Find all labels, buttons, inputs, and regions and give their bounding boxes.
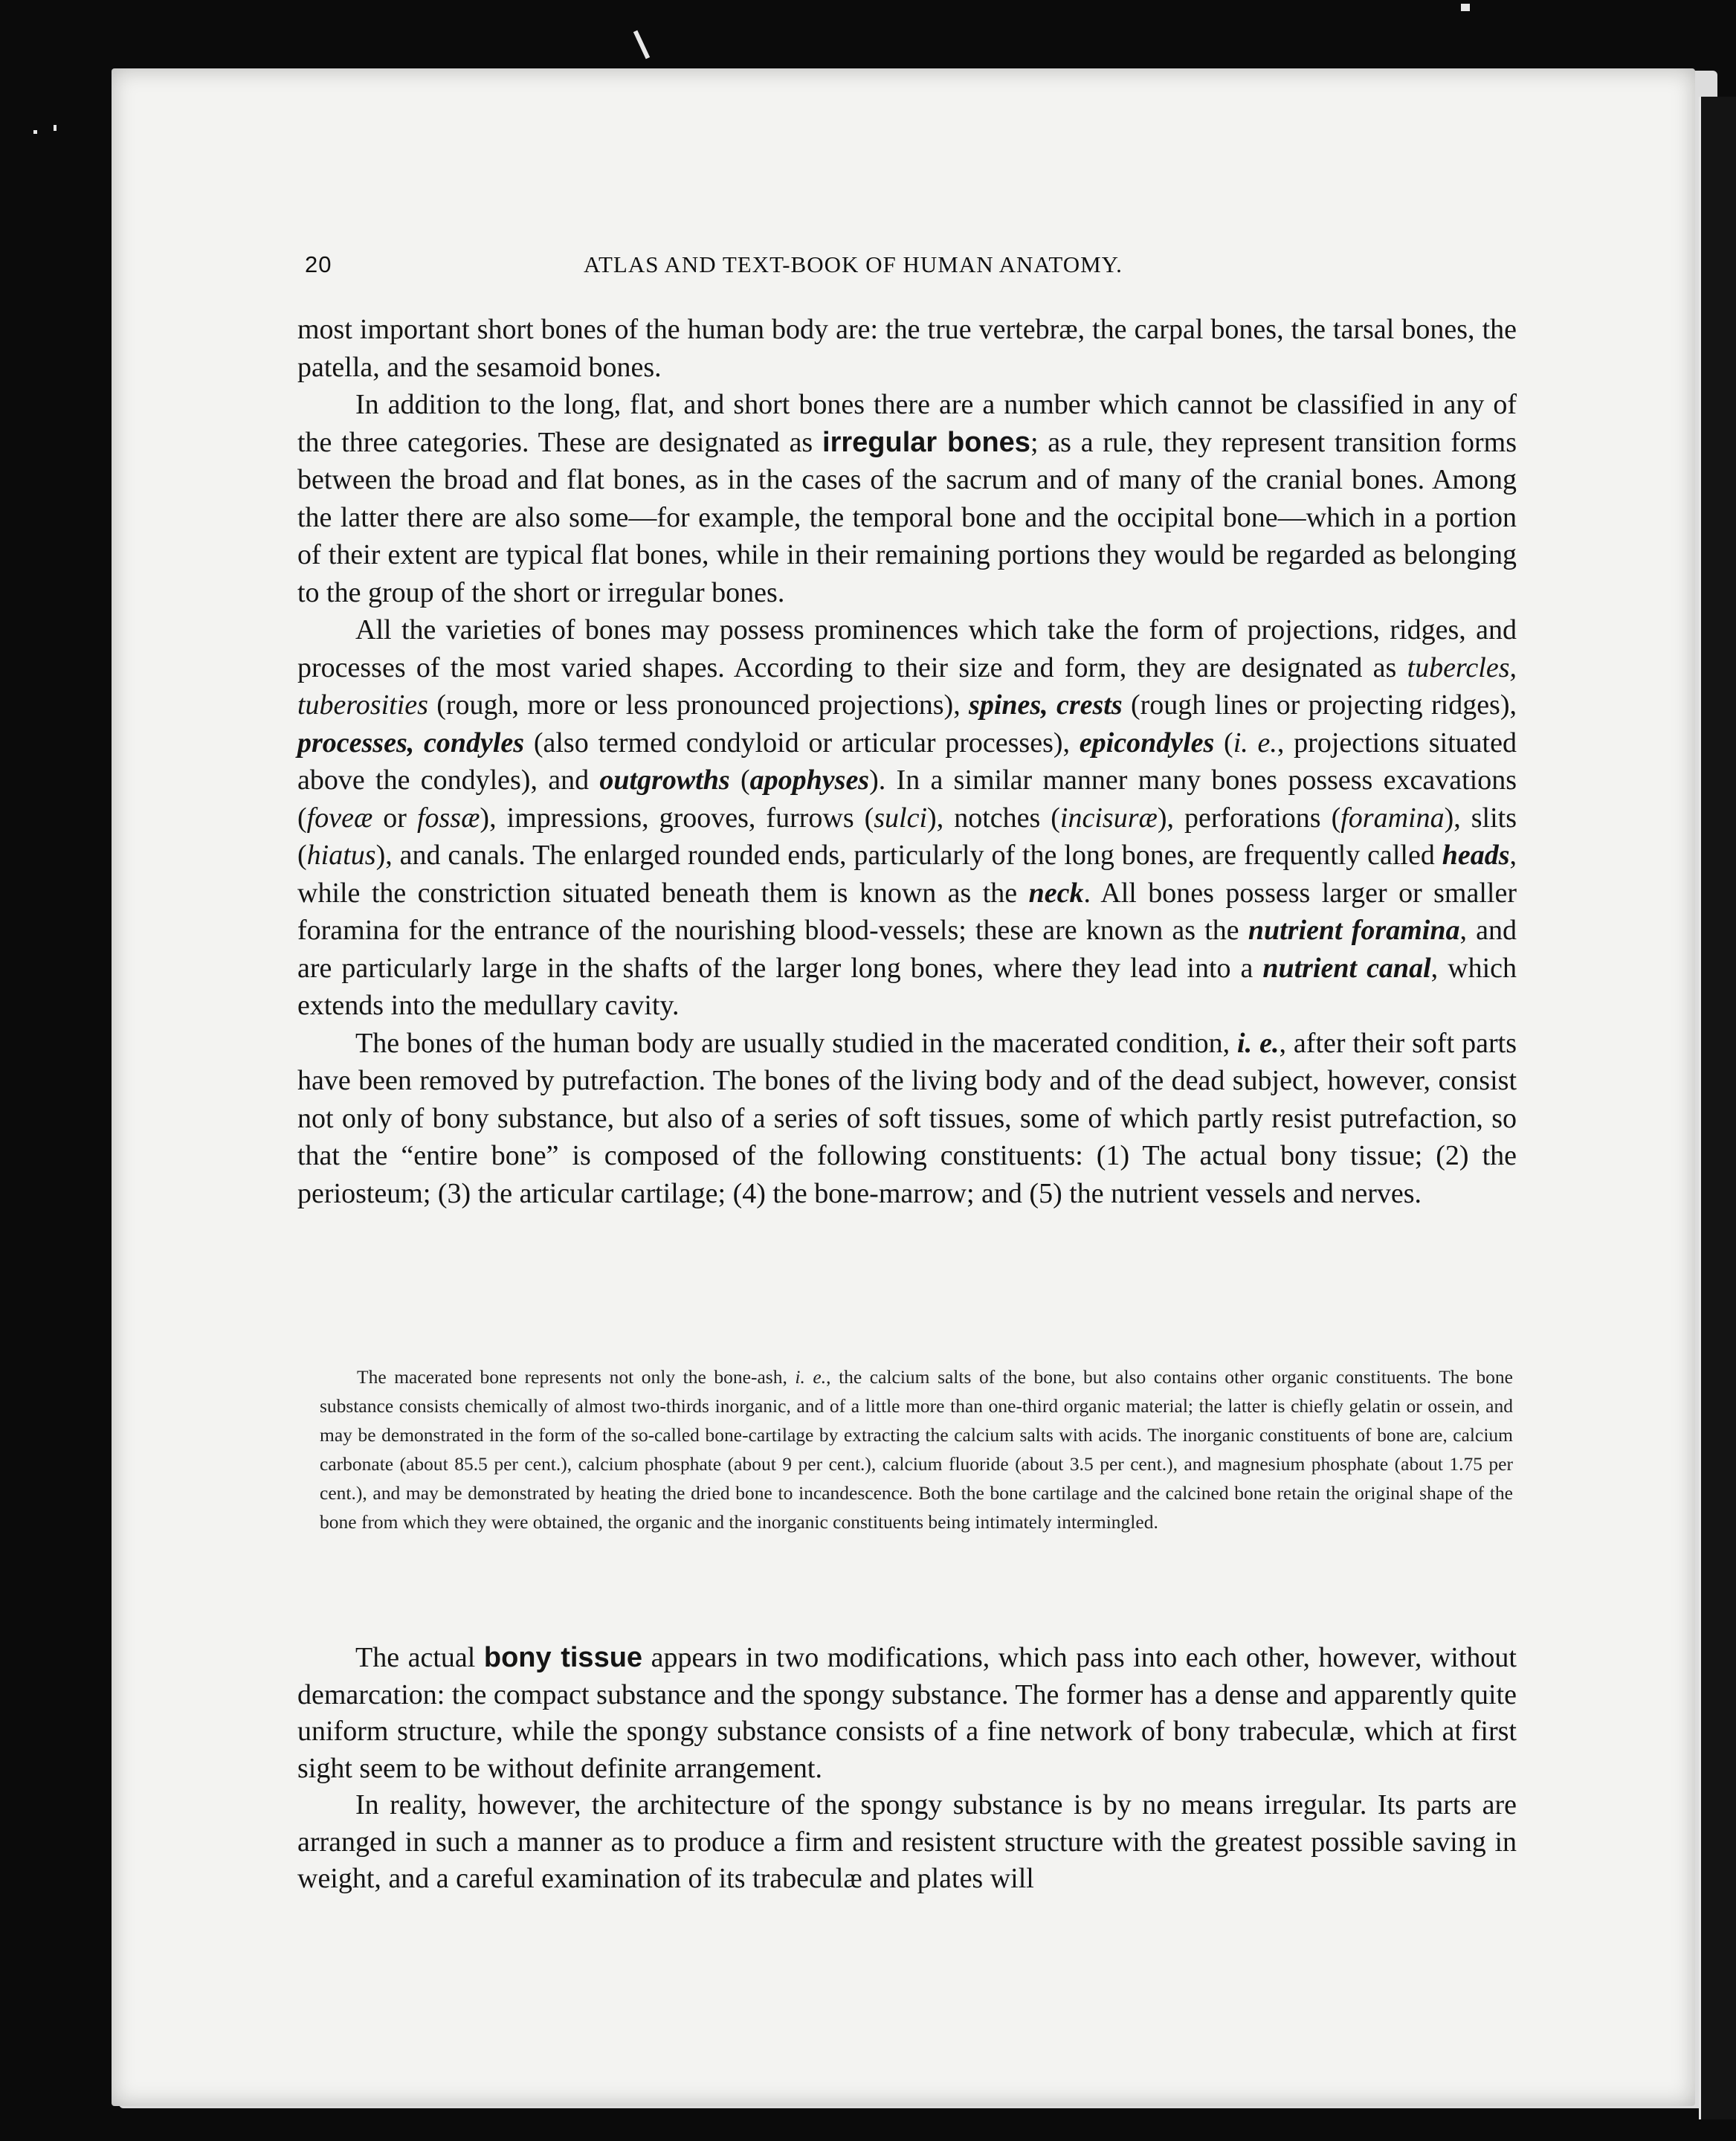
text-run: , after their soft parts have been removed by putrefaction. The bones of the living body and of the dead subject, however, consist not only of bony substance, but also of a series of soft tissues, some of which partly resist putrefaction, so that the “entire bone” is composed of the following constituents: (1) The actual bony tissue; (2) the periosteum; (3) the articular cartilage; (4) the bone-marrow; and (5) the nutrient vessels and nerves. [297, 1027, 1517, 1209]
text-run: most important short bones of the human body are: the true vertebræ, the carpal bones, the tarsal bones, the patella, and the sesamoid bones. [297, 314, 1517, 383]
emphasized-term: outgrowths [599, 764, 730, 796]
emphasized-term: bony tissue [483, 1642, 643, 1673]
emphasized-term: hiatus [306, 840, 376, 871]
text-run: ), perforations ( [1157, 802, 1341, 834]
emphasized-term: sulci [874, 802, 928, 834]
text-run: ), slits ( [297, 802, 1517, 871]
text-run: All the varieties of bones may possess prominences which take the form of projections, ridges, and processes of the most varied shapes. According to their size and form, they are designated as [297, 614, 1517, 683]
emphasized-term: tubercles, tuberosities [297, 651, 1517, 721]
text-run: , the calcium salts of the bone, but also contains other organic constituents. The bone substance consists chemically of almost two-thirds inorganic, and of a little more than one-third organic material; the latter is chiefly gelatin or ossein, and may be demonstrated in the form of the so-called bone-cartilage by extracting the calcium salts with acids. The inorganic constituents of bone are, calcium carbonate (about 85.5 per cent.), calcium phosphate (about 9 per cent.), calcium fluoride (about 3.5 per cent.), and magnesium phosphate (about 1.75 per cent.), and may be demonstrated by heating the dried bone to incandescence. Both the bone cartilage and the calcined bone retain the original shape of the bone from which they were obtained, the organic and the inorganic constituents being intimately intermingled. [320, 1366, 1513, 1533]
emphasized-term: epicondyles [1079, 727, 1215, 759]
emphasized-term: heads [1442, 840, 1510, 871]
text-run: In addition to the long, flat, and short bones there are a number which cannot be classified in any of the three categories. These are designated as [297, 389, 1517, 458]
text-run: or [372, 802, 417, 834]
paragraph [297, 1787, 1517, 1898]
footnote-text [320, 1362, 1513, 1536]
paragraph [297, 311, 1517, 386]
emphasized-term: processes, condyles [297, 727, 525, 759]
text-run: , and are particularly large in the shafts of the larger long bones, where they lead into a [297, 915, 1517, 984]
text-run: appears in two modifications, which pass into each other, however, without demarcation: the compact substance and the spongy substance. The former has a dense and apparently quite uniform structure, while the spongy substance consists of a fine network of bony trabeculæ, which at first sight seem to be without definite arrangement. [297, 1642, 1517, 1784]
text-run: In reality, however, the architecture of the spongy substance is by no means irregular. Its parts are arranged in such a manner as to produce a firm and resistent structure with the greatest possible saving in weight, and a careful examination of its trabeculæ and plates will [297, 1789, 1517, 1894]
text-run: . All bones possess larger or smaller foramina for the entrance of the nourishing blood-vessels; these are known as the [297, 877, 1517, 946]
scan-speck [54, 125, 57, 131]
running-title: ATLAS AND TEXT-BOOK OF HUMAN ANATOMY. [584, 251, 1123, 277]
emphasized-term: nutrient canal [1262, 952, 1431, 984]
text-run: (rough lines or projecting ridges), [1122, 689, 1517, 721]
facing-page-edge [1699, 97, 1736, 2119]
paragraph [297, 386, 1517, 611]
text-run: , which extends into the medullary cavity. [297, 952, 1517, 1021]
text-run: (rough, more or less pronounced projections), [427, 689, 969, 721]
emphasized-term: fossæ [416, 802, 480, 834]
emphasized-term: apophyses [749, 764, 870, 796]
paragraph [297, 1025, 1517, 1213]
emphasized-term: neck [1028, 877, 1084, 909]
text-run: ). In a similar manner many bones possess excavations ( [297, 764, 1517, 834]
paragraph [297, 611, 1517, 1025]
text-run: ( [729, 764, 750, 796]
text-run: (also termed condyloid or articular processes), [524, 727, 1080, 759]
text-run: ; as a rule, they represent transition forms between the broad and flat bones, as in the cases of the sacrum and of many of the cranial bones. Among the latter there are also some—for example, the temporal bone and the occipital bone—which in a portion of their extent are typical flat bones, while in their remaining portions they would be regarded as belonging to the group of the short or irregular bones. [297, 426, 1517, 608]
text-run: ), and canals. The enlarged rounded ends, particularly of the long bones, are frequently called [375, 840, 1442, 871]
scan-speck [633, 30, 650, 59]
text-run: , projections situated above the condyles), and [297, 727, 1517, 796]
emphasized-term: spines, crests [969, 689, 1123, 721]
text-run: The actual [355, 1642, 484, 1673]
text-run: ), notches ( [927, 802, 1060, 834]
emphasized-term: i. e. [1233, 727, 1277, 759]
emphasized-term: i. e. [795, 1366, 827, 1388]
emphasized-term: nutrient foramina [1248, 915, 1460, 946]
main-text [297, 311, 1517, 1212]
page-number: 20 [305, 251, 332, 277]
footnote-paragraph [320, 1362, 1513, 1536]
emphasized-term: i. e. [1237, 1027, 1280, 1059]
text-run: ), impressions, grooves, furrows ( [480, 802, 874, 834]
emphasized-term: irregular bones [822, 426, 1030, 458]
emphasized-term: foramina [1340, 802, 1445, 834]
text-run: , while the constriction situated beneath them is known as the [297, 840, 1517, 909]
text-run: ( [1214, 727, 1233, 759]
text-run: The macerated bone represents not only the bone-ash, [357, 1366, 796, 1388]
text-run: The bones of the human body are usually studied in the macerated condition, [355, 1027, 1238, 1059]
scan-speck [33, 130, 37, 134]
emphasized-term: incisuræ [1059, 802, 1158, 834]
paragraph [297, 1640, 1517, 1787]
main-text-continued [297, 1640, 1517, 1898]
emphasized-term: foveæ [306, 802, 373, 834]
scan-speck [1461, 4, 1470, 11]
